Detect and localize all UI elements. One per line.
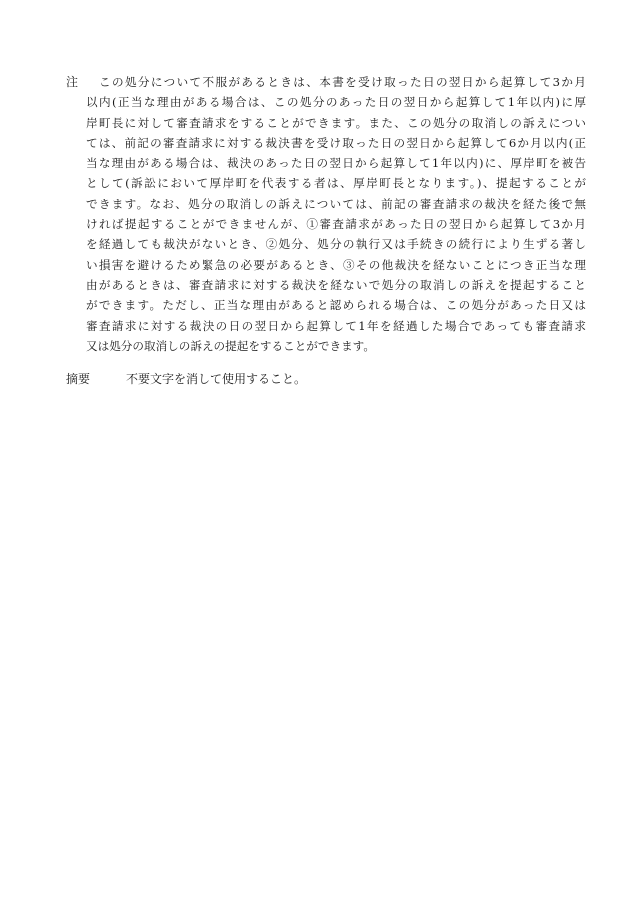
note-line: ては、前記の審査請求に対する裁決書を受け取った日の翌日から起算して6か月以内(正	[86, 135, 586, 150]
note-line: ができます。ただし、正当な理由があると認められる場合は、この処分があった日又は	[86, 298, 586, 313]
appeal-notice	[66, 72, 586, 356]
note-line: できます。なお、処分の取消しの訴えについては、前記の審査請求の裁決を経た後で無	[86, 196, 586, 211]
note-line: 当な理由がある場合は、裁決のあった日の翌日から起算して1年以内)に、厚岸町を被告	[86, 156, 586, 171]
note-line: として(訴訟において厚岸町を代表する者は、厚岸町長となります。)、提起することが	[86, 176, 586, 191]
note-body	[86, 72, 586, 356]
summary-text: 不要文字を消して使用すること。	[126, 372, 307, 386]
note-line: 又は処分の取消しの訴えの提起をすることができます。	[86, 338, 375, 353]
note-line: い損害を避けるため緊急の必要があるとき、③その他裁決を経ないことにつき正当な理	[86, 257, 586, 272]
summary-label: 摘要	[66, 372, 91, 386]
note-line: ければ提起することができませんが、①審査請求があった日の翌日から起算して3か月	[86, 217, 586, 232]
note-line: この処分について不服があるときは、本書を受け取った日の翌日から起算して3か月	[99, 75, 586, 89]
summary-row	[66, 369, 306, 389]
note-line: 審査請求に対する裁決の日の翌日から起算して1年を経過した場合であっても審査請求	[86, 318, 586, 333]
note-line: 以内(正当な理由がある場合は、この処分のあった日の翌日から起算して1年以内)に厚	[86, 95, 586, 110]
note-line: 岸町長に対して審査請求をすることができます。また、この処分の取消しの訴えについ	[86, 115, 586, 130]
note-line: を経過しても裁決がないとき、②処分、処分の執行又は手続きの続行により生ずる著し	[86, 237, 586, 252]
note-label: 注	[66, 75, 79, 89]
note-line: 由があるときは、審査請求に対する裁決を経ないで処分の取消しの訴えを提起すること	[86, 277, 586, 292]
